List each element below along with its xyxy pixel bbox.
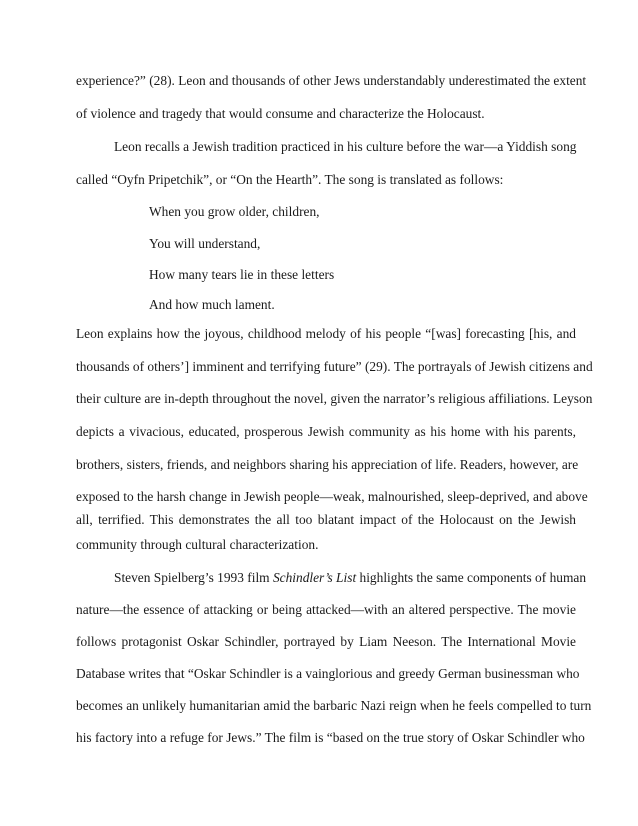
verse-line-1: When you grow older, children, [149, 204, 320, 219]
text-line-17-after: highlights the same components of human [356, 570, 587, 585]
text-line-22: his factory into a refuge for Jews.” The film is “based on the true story of Oskar Schindler who [76, 730, 585, 745]
text-line-14: exposed to the harsh change in Jewish people—weak, malnourished, sleep-deprived, and above [76, 489, 588, 504]
text-line-21: becomes an unlikely humanitarian amid the barbaric Nazi reign when he feels compelled to turn [76, 698, 592, 713]
text-line-4: called “Oyfn Pripetchik”, or “On the Hearth”. The song is translated as follows: [76, 172, 504, 187]
text-line-15: all, terrified. This demonstrates the all too blatant impact of the Holocaust on the Jewish [76, 512, 576, 527]
text-line-20: Database writes that “Oskar Schindler is a vainglorious and greedy German businessman who [76, 666, 580, 681]
text-line-10: thousands of others’] imminent and terrifying future” (29). The portrayals of Jewish citizens and [76, 359, 593, 374]
text-line-19: follows protagonist Oskar Schindler, portrayed by Liam Neeson. The International Movie [76, 634, 576, 649]
text-line-2: of violence and tragedy that would consume and characterize the Holocaust. [76, 106, 485, 121]
verse-line-2: You will understand, [149, 236, 261, 251]
text-line-13: brothers, sisters, friends, and neighbors sharing his appreciation of life. Readers, however, are [76, 457, 579, 472]
verse-line-4: And how much lament. [149, 297, 275, 312]
text-line-17 [114, 570, 587, 586]
verse-line-3: How many tears lie in these letters [149, 267, 335, 282]
text-line-9: Leon explains how the joyous, childhood melody of his people “[was] forecasting [his, and [76, 326, 576, 341]
text-line-3: Leon recalls a Jewish tradition practiced in his culture before the war—a Yiddish song [114, 139, 577, 154]
text-line-16: community through cultural characterization. [76, 537, 319, 552]
text-line-12: depicts a vivacious, educated, prosperous Jewish community as his home with his parents, [76, 424, 576, 439]
text-line-17-before: Steven Spielberg’s 1993 film [114, 570, 273, 585]
text-line-1: experience?” (28). Leon and thousands of other Jews understandably underestimated the extent [76, 73, 587, 88]
text-line-18: nature—the essence of attacking or being attacked—with an altered perspective. The movie [76, 602, 576, 617]
film-title: Schindler’s List [272, 570, 357, 585]
text-line-11: their culture are in-depth throughout the novel, given the narrator’s religious affiliations. Leyson [76, 391, 593, 406]
